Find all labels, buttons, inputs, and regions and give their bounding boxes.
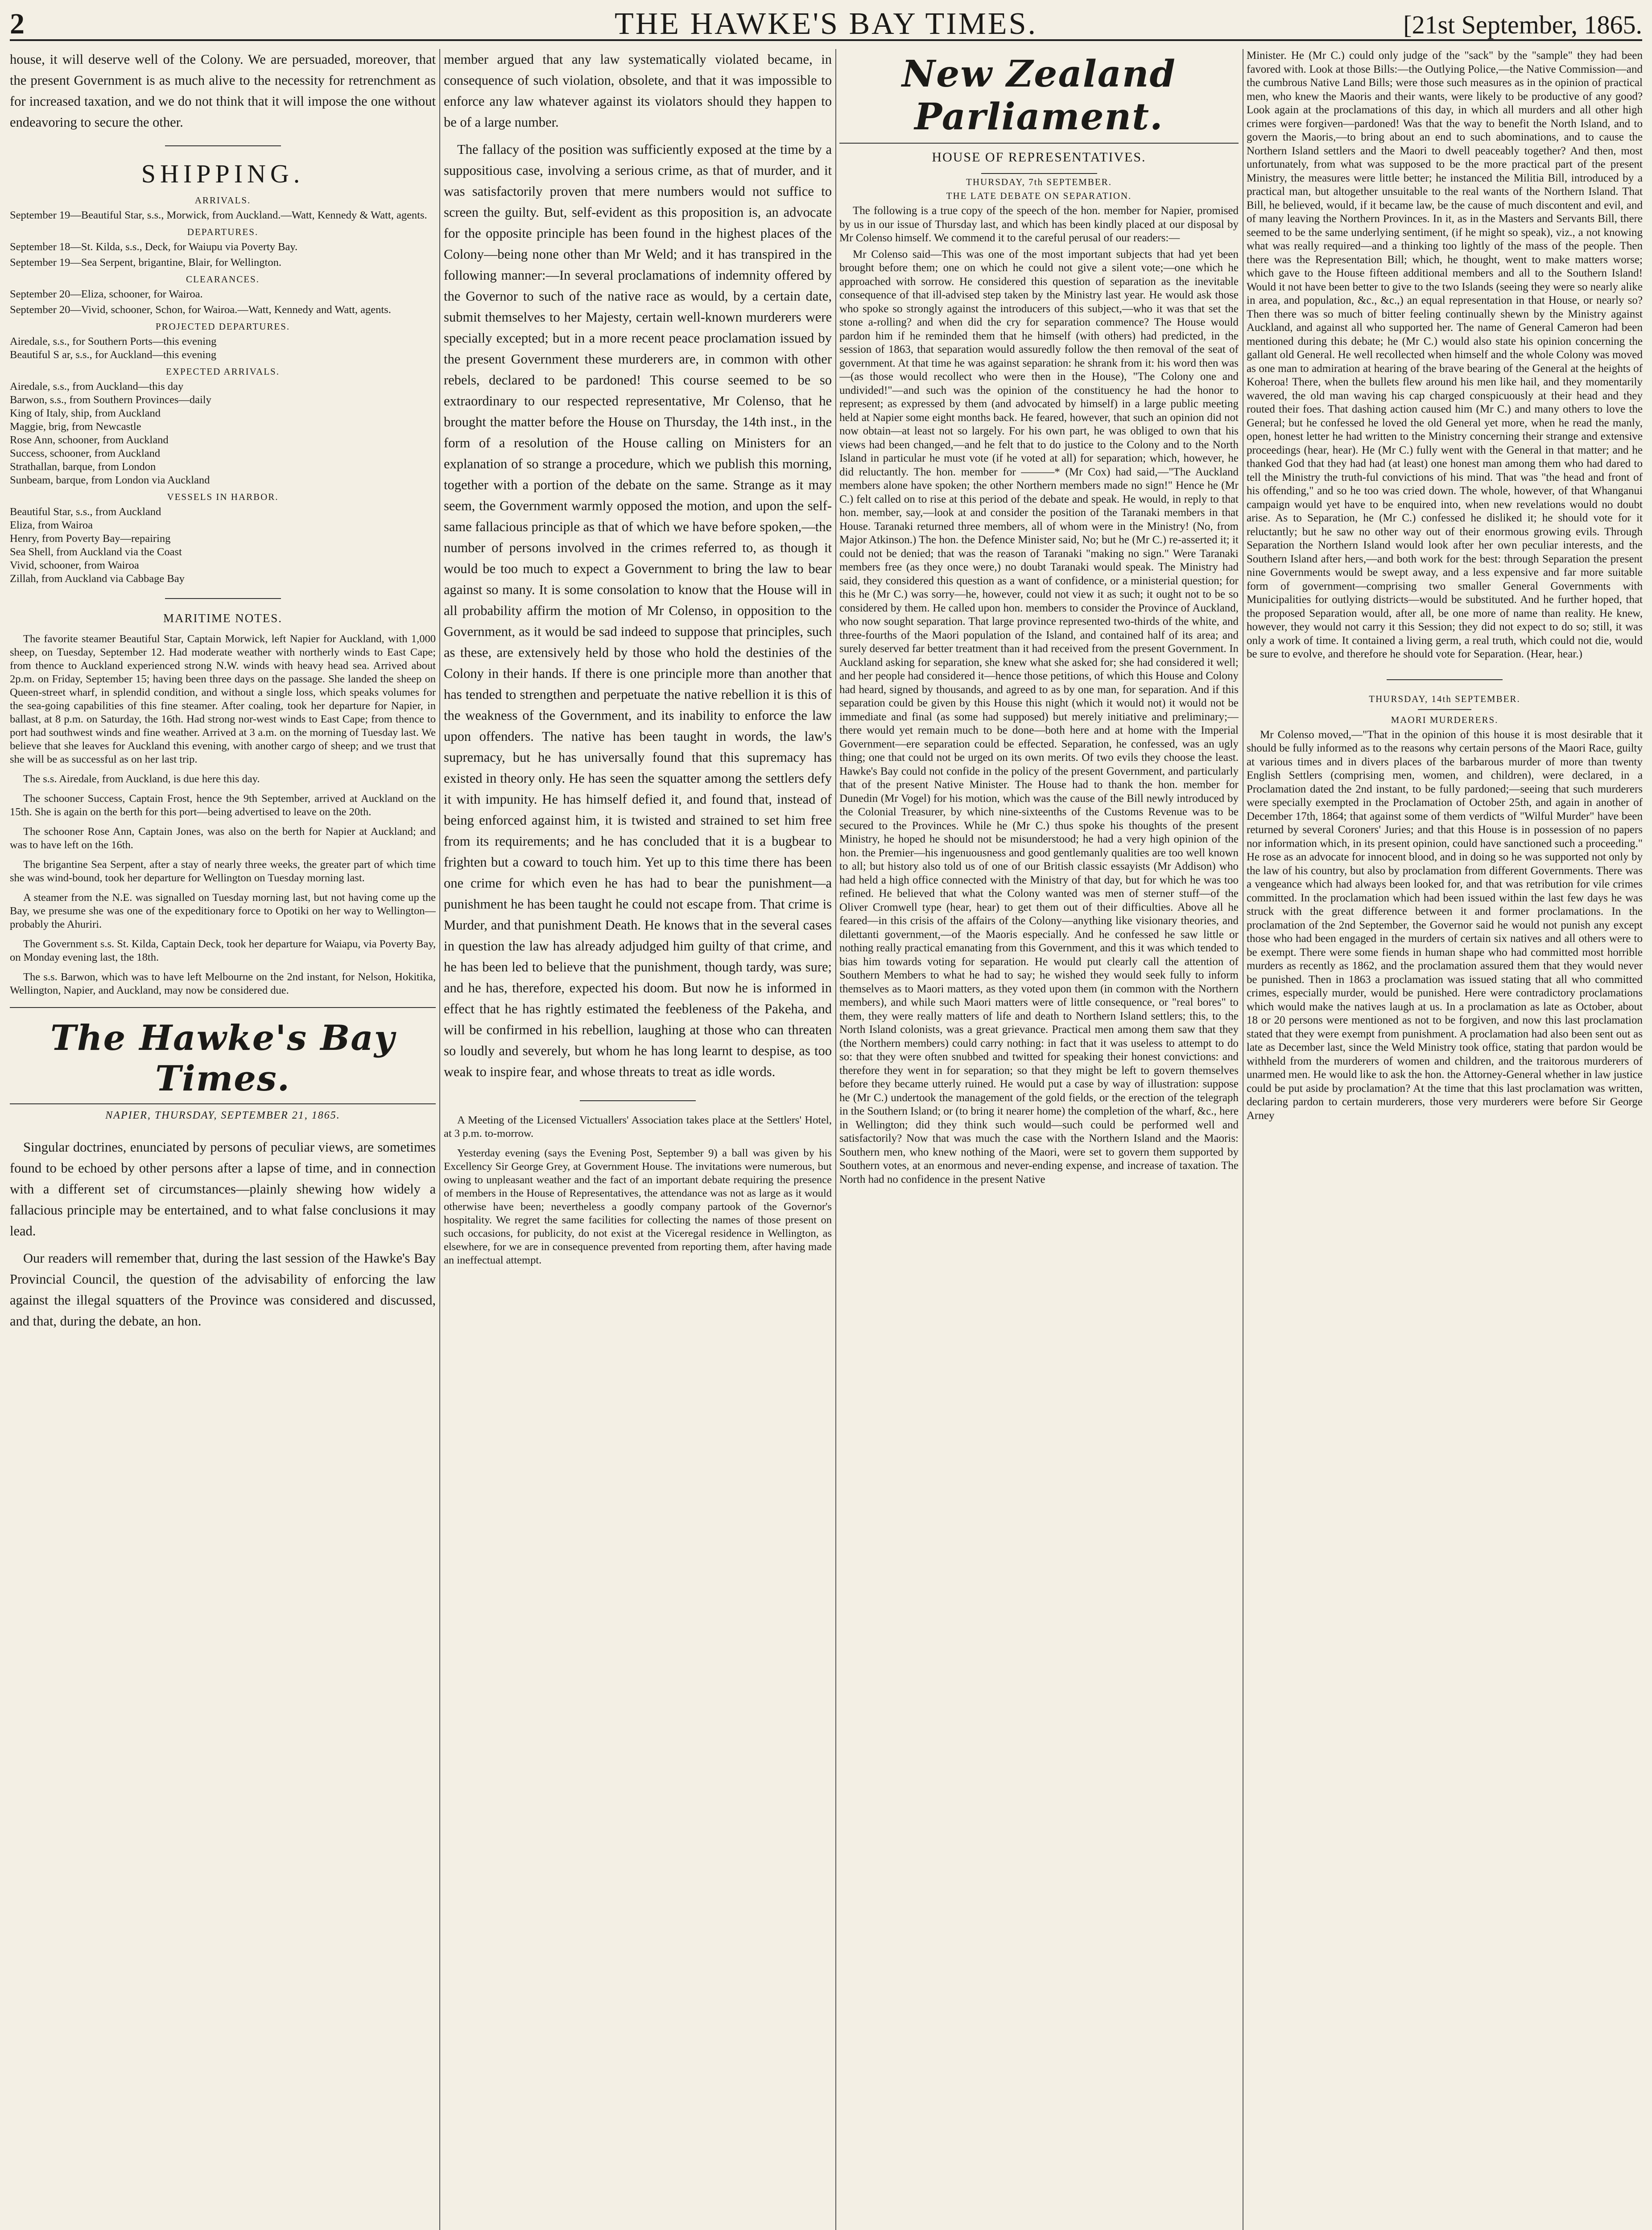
divider: [580, 1100, 696, 1101]
issue-date: [21st September, 1865.: [1403, 10, 1642, 39]
departure-entry: September 18—St. Kilda, s.s., Deck, for Waiupu via Poverty Bay.: [10, 241, 298, 253]
departures-heading: DEPARTURES.: [187, 227, 259, 237]
editorial-dateline: NAPIER, THURSDAY, SEPTEMBER 21, 1865.: [105, 1110, 340, 1121]
debate-subject: MAORI MURDERERS.: [1391, 714, 1499, 725]
divider: [10, 1007, 436, 1008]
divider: [10, 1103, 436, 1104]
report-paragraph: Mr Colenso moved,—"That in the opinion of this house it is most desirable that it should be fully informed as to the reasons why certain persons of the Maori Race, guilty at various times and in divers places of the barbarous murder of more than twenty English Settlers (comprising men, women, and children), were declared, in a Proclamation dated the 2nd instant, to be fully pardoned;—seeing that such murderers were specially exempted in the Proclamation of October 25th, and again in another of December 17th, 1864; that against some of them verdicts of "Wilful Murder" have been returned by several Coroners' Juries; and that this House is in possession of no papers nor information which, in its present opinion, could have sanctioned such a proceeding." He rose as an advocate for innocent blood, and in doing so he was supported not only by the law of his country, but also by proclamation from different Governments. There was a vengeance which had always been looked for, and that was retribution for vile crimes committed. In the proclamation which had been issued within the last few days he was struck with the great difference between it and former proclamations. In the proclamation of the 2nd September, the Governor said he would not punish any except those who had been engaged in the murders of certain six natives and all others were to be exempt. There were some fiends in human shape who had committed most horrible murders as recently as 1862, and the proclamation assured them that they would never be punished. Then in 1863 a proclamation was issued stating that all who committed crimes, especially murder, would be punished. Here were contradictory proclamations which would make the natives laugh at us. In a proclamation as late as October, about 18 or 20 persons were mentioned as not to be forgiven, and now this last proclamation stated that they were exempt from punishment. A proclamation had also been sent out as late as December last, since the Weld Ministry took office, stating that pardon would be withheld from the murderers of women and children, and the traitorous murderers of unarmed men. He would like to ask the hon. the Attorney-General whether in law justice could be put aside by proclamation? At the time that this last proclamation was written, declaring pardon to certain murderers, those very murderers were before Sir George Arney: [1247, 728, 1643, 1122]
harbor-entry: Henry, from Poverty Bay—repairing: [10, 533, 171, 545]
divider: [165, 598, 281, 599]
local-notices: [444, 1114, 832, 1267]
divider: [839, 143, 1239, 144]
clearances-heading: CLEARANCES.: [186, 274, 260, 285]
notice-paragraph: A Meeting of the Licensed Victuallers' Association takes place at the Settlers' Hotel, at 3 p.m. to-morrow.: [444, 1114, 832, 1140]
maritime-paragraph: The favorite steamer Beautiful Star, Captain Morwick, left Napier for Auckland, with 1,000 sheep, on Tuesday, September 12. Had moderate weather with northerly winds to East Cape; from thence to Auckland experienced strong N.W. winds with heavy head sea. Arrived about 2p.m. on Friday, September 15; having been three days on the passage. She landed the sheep on Queen-street wharf, in splendid condition, and without a single loss, which speaks volumes for the sea-going capabilities of this fine steamer. After coaling, took her departure for Napier, in ballast, at 8 p.m. on Saturday, the 16th. Had strong nor-west winds to East Cape; from thence to port had southwest winds and fine weather. Arrived at 3 a.m. on the morning of Tuesday last. We believe that she leaves for Auckland this evening, with another cargo of sheep; and we trust that she will be as successful as on her last trip.: [10, 633, 436, 765]
column-3: [839, 49, 1239, 2230]
opening-paragraph: house, it will deserve well of the Colony. We are persuaded, moreover, that the present Government is as much alive to the necessity for retrenchment as for increased taxation, and we do not think that it will impose the one without endeavoring to secure the other.: [10, 52, 436, 130]
maritime-paragraph: A steamer from the N.E. was signalled on Tuesday morning last, but not having come up the Bay, we presume she was one of the expeditionary force to Opotiki on her way to Wellington—probably the Ahuriri.: [10, 892, 436, 930]
expected-entry: Rose Ann, schooner, from Auckland: [10, 434, 169, 446]
column-rule: [835, 49, 836, 2230]
harbor-entry: Zillah, from Auckland via Cabbage Bay: [10, 573, 185, 585]
vessels-in-harbor-heading: VESSELS IN HARBOR.: [167, 491, 279, 502]
page-number: 2: [10, 8, 25, 40]
editorial-paragraph: Our readers will remember that, during the last session of the Hawke's Bay Provincial Council, the question of the advisability of enforcing the law against the illegal squatters of the Province was considered and discussed, and that, during the debate, an hon.: [10, 1251, 436, 1329]
maritime-notes: [10, 632, 436, 997]
shipping-heading: SHIPPING.: [141, 159, 305, 188]
maritime-paragraph: The s.s. Airedale, from Auckland, is due here this day.: [23, 773, 260, 785]
report-paragraph: The following is a true copy of the speech of the hon. member for Napier, promised by us in our issue of Thursday last, and which has been kindly placed at our disposal by Mr Colenso himself. We commend it to the careful perusal of our readers:—: [839, 205, 1239, 244]
arrivals-heading: ARRIVALS.: [194, 195, 251, 206]
projected-entry: Airedale, s.s., for Southern Ports—this evening: [10, 335, 217, 347]
parliament-nameplate: New Zealand Parliament.: [902, 53, 1176, 138]
house-heading: HOUSE OF REPRESENTATIVES.: [932, 150, 1146, 165]
harbor-entry: Beautiful Star, s.s., from Auckland: [10, 506, 161, 518]
report-paragraph: Mr Colenso said—This was one of the most important subjects that had yet been brought before them; one on which he could not give a silent vote;—one which he approached with sorrow. He considered this question of separation as the inevitable consequence of that ill-advised step taken by the Ministry last year. He would ask those who spoke so strongly against the introducers of this subject,—who it was that set the stone a-rolling? and when did the cry for separation commence? The House would pardon him if he reminded them that he himself (with others) had predicted, in the session of 1863, that separation would assuredly follow the then removal of the seat of government. At that time he was against separation: he shrank from it: his word then was—(as those would recollect who were then in the House), "The Colony one and undivided!"—and such was the opinion of the constituency he had the honor to represent; as expressed by them (and advocated by himself) in a large public meeting held at Napier some eight months back. He feared, however, that such an opinion did not now obtain—at least not so largely. For his own part, he was obliged to own that his views had been changed,—and he felt that to do justice to the Colony and to the North Island in particular he must vote (if he voted at all) for separation; which, however, he did reluctantly. The hon. member for ———* (Mr Cox) had said,—"The Auckland members alone have spoken; the other Northern members made no sign!" Hence he (Mr C.) felt called on to rise at this period of the debate and speak. He would, in reply to that hon. member, say,—look at and consider the position of the Taranaki members in that House. Taranaki returned three members, all of whom were in the Ministry! (No, from Major Atkinson.) The hon. the Defence Minister said, No; but he (Mr C.) re-asserted it; it could not be denied; that was the reason of Taranaki "making no sign." Were Taranaki members free (as they once were,) no doubt Taranaki would speak. The Ministry had said, they considered this question as a want of confidence, or a ministerial question; for this he (Mr C.) was sorry—he, however, could not view it as such; it ought not to be so considered by them. He called upon hon. members to consider the Province of Auckland, who now sought separation. That large province represented two-thirds of the white, and three-fourths of the Maori population of the Island, and contained half of its area; and surely deserved far better treatment than it had received from the present Government. In Auckland asking for separation, she knew what she asked for; she had considered it well; and her people had considered it—hence those petitions, of which this House and Colony had heard, signed by thousands, and agreed to as by one man, for separation. And if this separation could be given by this House this night (which it would not) it would not be immediate and final (as some had supposed) but merely initiative and preliminary;—there would yet remain much to be done—both here and at home with the Imperial Government—ere separation could be effected. Separation, he confessed, was an ugly thing; one that could not be urged on its own merits. Of two evils they choose the least. Hawke's Bay could not confide in the policy of the present Government, and particularly that of the present Native Minister. The House had to thank the hon. member for Dunedin (Mr Vogel) for his motion, which was the cause of the Bill newly introduced by the Colonial Treasurer, by which nine-sixteenths of the Customs Revenue was to be secured to the Provinces. While he (Mr C.) thus spoke his thoughts of the present Ministry, he hoped he should not be misunderstood; he had a very high opinion of the hon. the Premier—his ingenuousness and good gentlemanly qualities are too well known to all; but history also told us of one of our British classic essayists (Mr Addison) who had held a high office connected with the Ministry of that day, but for which he was too refined. He believed that what the Colony wanted was men of sterner stuff—of the Oliver Cromwell type (hear, hear) to get them out of their difficulties. Above all he feared—in this crisis of the affairs of the Colony—anything like visionary theories, and dilettanti government,—of the Maoris especially. And he confessed he saw little or nothing really practical emanating from this Government, and this it was which tended to bias him towards voting for separation. He would put clearly call the attention of Southern Members to what he had to say; he wished they would seek fully to inform themselves as to Maori matters, as they voted upon them (in common with the Northern members), and while such Maori matters were of little consequence, or "real bores" to them, they were really matters of life and death to Northern Island settlers; this, to the North Island colonists, was a great grievance. Practical men among them saw that they (the Northern members) could carry nothing: in fact that it was useless to attempt to do so: that they were often snubbed and twitted for speaking their honest convictions: and therefore they went in for separation; so that they might be left to govern themselves before they became utterly ruined. He would put a case by way of illustration: suppose he (Mr C.) undertook the management of the gold fields, or the erection of the telegraph in the Southern Island; or (to bring it nearer home) the completion of the wharf, &c., here in Wellington; did they think such would—such could be performed well and satisfactorily? Now that was much the case with the Northern Island and the Maoris: Southern men, who knew nothing of the Maori, were set to govern them supported by Southern votes, at an enormous and never-ending expense, and increase of taxation. The North had no confidence in the present Native: [839, 248, 1239, 1185]
debate-subject: THE LATE DEBATE ON SEPARATION.: [946, 190, 1132, 201]
column-1: [10, 49, 436, 2230]
maritime-paragraph: The brigantine Sea Serpent, after a stay of nearly three weeks, the greater part of which time she was wind-bound, took her departure for Wellington on Tuesday morning last.: [10, 859, 436, 884]
editorial-paragraph: member argued that any law systematically violated became, in consequence of such violation, obsolete, and that it was impossible to enforce any law whatever against its violators should they happen to be of a large number.: [444, 52, 832, 130]
arrival-entry: September 19—Beautiful Star, s.s., Morwick, from Auckland.—Watt, Kennedy & Watt, agents.: [10, 209, 427, 221]
editorial-paragraph: Singular doctrines, enunciated by persons of peculiar views, are sometimes found to be echoed by other persons after a lapse of time, and in connection with a different set of circumstances—plainly shewing how widely a fallacious principle may be entertained, and to what false conclusions it may lead.: [10, 1140, 436, 1239]
divider: [981, 173, 1097, 174]
column-rule: [439, 49, 440, 2230]
divider: [1387, 679, 1503, 680]
maritime-paragraph: The schooner Success, Captain Frost, hence the 9th September, arrived at Auckland on the 15th. She is again on the berth for this port—being advertised to leave on the 20th.: [10, 793, 436, 818]
editorial-paragraph: The fallacy of the position was sufficiently exposed at the time by a suppositious case, involving a serious crime, as that of murder, and it was satisfactorily proven that mere numbers would not suffice to screen the guilty. But, self-evident as this proposition is, an advocate for the opposite principle has been found in the highest places of the Colony—being none other than Mr Weld; and it has transpired in the following manner:—In several proclamations of indemnity offered by the Governor to such of the native race as would, by a certain date, submit themselves to her Majesty, certain well-known murderers were specially excepted; but in a more recent peace proclamation issued by the present Government these murderers are, in common with other rebels, declared to be pardoned! This course seemed to be so extraordinary to our respected representative, Mr Colenso, that he brought the matter before the House on Thursday, the 14th inst., in the form of a resolution of the House calling on Ministers for an explanation of so strange a procedure, which we publish this morning, together with a portion of the debate on the same. Strange as it may seem, the Government warmly opposed the motion, and upon the self-same fallacious principle as that of which we have before spoken,—the number of persons involved in the crimes referred to, as though it would be too much to expect a Government to bring the law to bear against so many. It is some consolation to know that the House will in all probability affirm the motion of Mr Colenso, in opposition to the Government, as it would be sad indeed to suppose that principles, such as these, are extensively held by those who hold the destinies of the Colony in their hands. If there is one principle more than another that has tended to strengthen and perpetuate the native rebellion it is this of the weakness of the Government, and its inability to enforce the law upon offenders. The native has been taught in words, the law's supremacy, but he has universally found that this supremacy has existed in theory only. He has seen the squatter among the settlers defy it with impunity. He has himself defied it, and found that, instead of being enforced against him, it is twisted and strained to set him free from its requirements; and he has concluded that it is a bugbear to frighten but a coward to touch him. Yet up to this time there has been one crime for which even he has had to bear the punishment—a punishment he has been taught he could not escape from. That crime is Murder, and that punishment Death. He knows that in the several cases in question the law has already adjudged him guilty of that crime, and he has been led to believe that the punishment, though tardy, was sure; and he has, therefore, expected his doom. But now he is informed in effect that he has rightly estimated the feebleness of the Pakeha, and will be confirmed in his rebellion, laughing at those who can threaten so loudly and severely, but whom he has long learnt to despise, as too weak to inspire fear, and whose threats to treat as idle words.: [444, 142, 832, 1079]
debate-date: THURSDAY, 7th SEPTEMBER.: [966, 177, 1112, 187]
harbor-entry: Sea Shell, from Auckland via the Coast: [10, 546, 182, 558]
column-4: [1247, 49, 1643, 2230]
harbor-entry: Eliza, from Wairoa: [10, 519, 93, 531]
departure-entry: September 19—Sea Serpent, brigantine, Blair, for Wellington.: [10, 256, 281, 268]
maritime-paragraph: The s.s. Barwon, which was to have left Melbourne on the 2nd instant, for Nelson, Hokitika, Wellington, Napier, and Auckland, may now be considered due.: [10, 971, 436, 996]
expected-entry: Strathallan, barque, from London: [10, 461, 156, 473]
projected-departures-heading: PROJECTED DEPARTURES.: [155, 321, 290, 332]
divider: [165, 145, 281, 146]
expected-entry: Barwon, s.s., from Southern Provinces—daily: [10, 394, 211, 406]
projected-entry: Beautiful S ar, s.s., for Auckland—this evening: [10, 349, 217, 361]
column-2: [444, 49, 832, 2230]
clearance-entry: September 20—Eliza, schooner, for Wairoa.: [10, 288, 203, 300]
maritime-notes-heading: MARITIME NOTES.: [163, 611, 282, 625]
expected-entry: Maggie, brig, from Newcastle: [10, 421, 141, 433]
expected-entry: King of Italy, ship, from Auckland: [10, 407, 161, 419]
expected-entry: Sunbeam, barque, from London via Auckland: [10, 474, 210, 486]
report-paragraph: Minister. He (Mr C.) could only judge of the "sack" by the "sample" they had been favored with. Look at those Bills:—the Outlying Police,—the Native Commission—and the cumbrous Native Land Bills; were those such measures as in the opinion of practical men, who knew the Maoris and their wants, were likely to be productive of any good? Look again at the proclamations of this day, in which all murders and all other high crimes were forgiven—pardoned! Was that the way to benefit the North Island, and to govern the Maoris,—to bring about an end to such abominations, and to cause the Northern Island settlers and the Maori to dwell peaceably together? And then, most unfortunately, from what was supposed to be the more practical part of the present Ministry, the measures were little better; he instanced the Militia Bill, introduced by a practical man, but altogether unsuitable to the real wants of the Northern Island. That Bill, he believed, would, if it became law, be the cause of much discontent and evil, and of many leaving the Northern Provinces. In it, as in the Masters and Servants Bill, there seemed to be the same underlying sentiment, (if he might so speak), viz., a not knowing what was really required—and a thinking too lightly of the mass of the people. Then there was the Representation Bill; which, he thought, went to make matters worse; which gave to the House fifteen additional members and all to the Southern Island! Would it not have been better to give to the two Islands (seeing they were so nearly alike in area, and population, &c., &c.,) an equal representation in that House, or nearly so? Then there was so much of bitter feeling continually shewn by the Ministry against Auckland, and against all who supported her. The name of General Cameron had been mentioned during this debate; he (Mr C.) would also state his opinion concerning the gallant old General. He well recollected when himself and the whole Colony was moved as one man to admiration at hearing of the brave bearing of the General at the heights of Koheroa! There, when the bullets flew around his men like hail, and they momentarily wavered, the old man waving his cap charged conspicuously at their head and they routed their foes. That dashing action caused him (Mr C.) and many others to love the General; but he confessed he loved the old General yet more, when he read the manly, open, honest letter he had written to the Ministry concerning their strange and extensive proceedings (hear, hear). He (Mr C.) fully went with the General in that matter; and he thanked God that they had had (at least) one honest man among them who had dared to tell the Ministry the truth-ful convictions of his mind. That was "the head and front of his offending," and so he too was cried down. The whole, however, of that Whanganui campaign would yet have to be enquired into, when new revelations would no doubt arise. As to Separation, he (Mr C.) confessed he disliked it; he should vote for it reluctantly; but he saw no other way out of their enormous growing evils. Through Separation the Northern Island would look after her own peculiar interests, and the Southern Island after hers,—and both work for the best: through Separation the present nine Governments would be swept away, and a less expensive and far more suitable form of government—comprising two smaller General Governments with Municipalities for outlying districts—would be substituted. And he further hoped, that the proposed Separation would, after all, be one more of name than reality. He knew, however, they would not carry it this Session; they did not expect to do so; still, it was only a work of time. It contained a living germ, a real truth, which could not die, would be sure to evolve, and therefore he should vote for Separation. (Hear, hear.): [1247, 50, 1643, 660]
maritime-paragraph: The schooner Rose Ann, Captain Jones, was also on the berth for Napier at Auckland; and was to have left on the 16th.: [10, 826, 436, 851]
masthead: [10, 4, 1642, 41]
maritime-paragraph: The Government s.s. St. Kilda, Captain Deck, took her departure for Waiapu, via Poverty Bay, on Monday evening last, the 18th.: [10, 938, 436, 963]
newspaper-title: THE HAWKE'S BAY TIMES.: [615, 7, 1037, 41]
notice-paragraph: Yesterday evening (says the Evening Post, September 9) a ball was given by his Excellency Sir George Grey, at Government House. The invitations were numerous, but owing to unpleasant weather and the fact of an important debate requiring the presence of members in the House of Representatives, the attendance was not as large as it would otherwise have been; nevertheless a goodly company partook of the Governor's hospitality. We regret the same facilities for collecting the names of those present on such occasions, for publicity, do not exist at the Viceregal residence in Wellington, as elsewhere, for we are in consequence prevented from reporting them, after having made an ineffectual attempt.: [444, 1147, 832, 1266]
harbor-entry: Vivid, schooner, from Wairoa: [10, 559, 139, 571]
expected-arrivals-heading: EXPECTED ARRIVALS.: [166, 366, 280, 377]
editorial-nameplate: The Hawke's Bay Times.: [50, 1018, 396, 1099]
divider: [1418, 709, 1471, 710]
expected-entry: Airedale, s.s., from Auckland—this day: [10, 380, 184, 392]
shipping-section: [10, 195, 436, 586]
expected-entry: Success, schooner, from Auckland: [10, 447, 161, 459]
clearance-entry: September 20—Vivid, schooner, Schon, for Wairoa.—Watt, Kennedy and Watt, agents.: [10, 304, 391, 316]
debate-date: THURSDAY, 14th SEPTEMBER.: [1369, 693, 1520, 704]
